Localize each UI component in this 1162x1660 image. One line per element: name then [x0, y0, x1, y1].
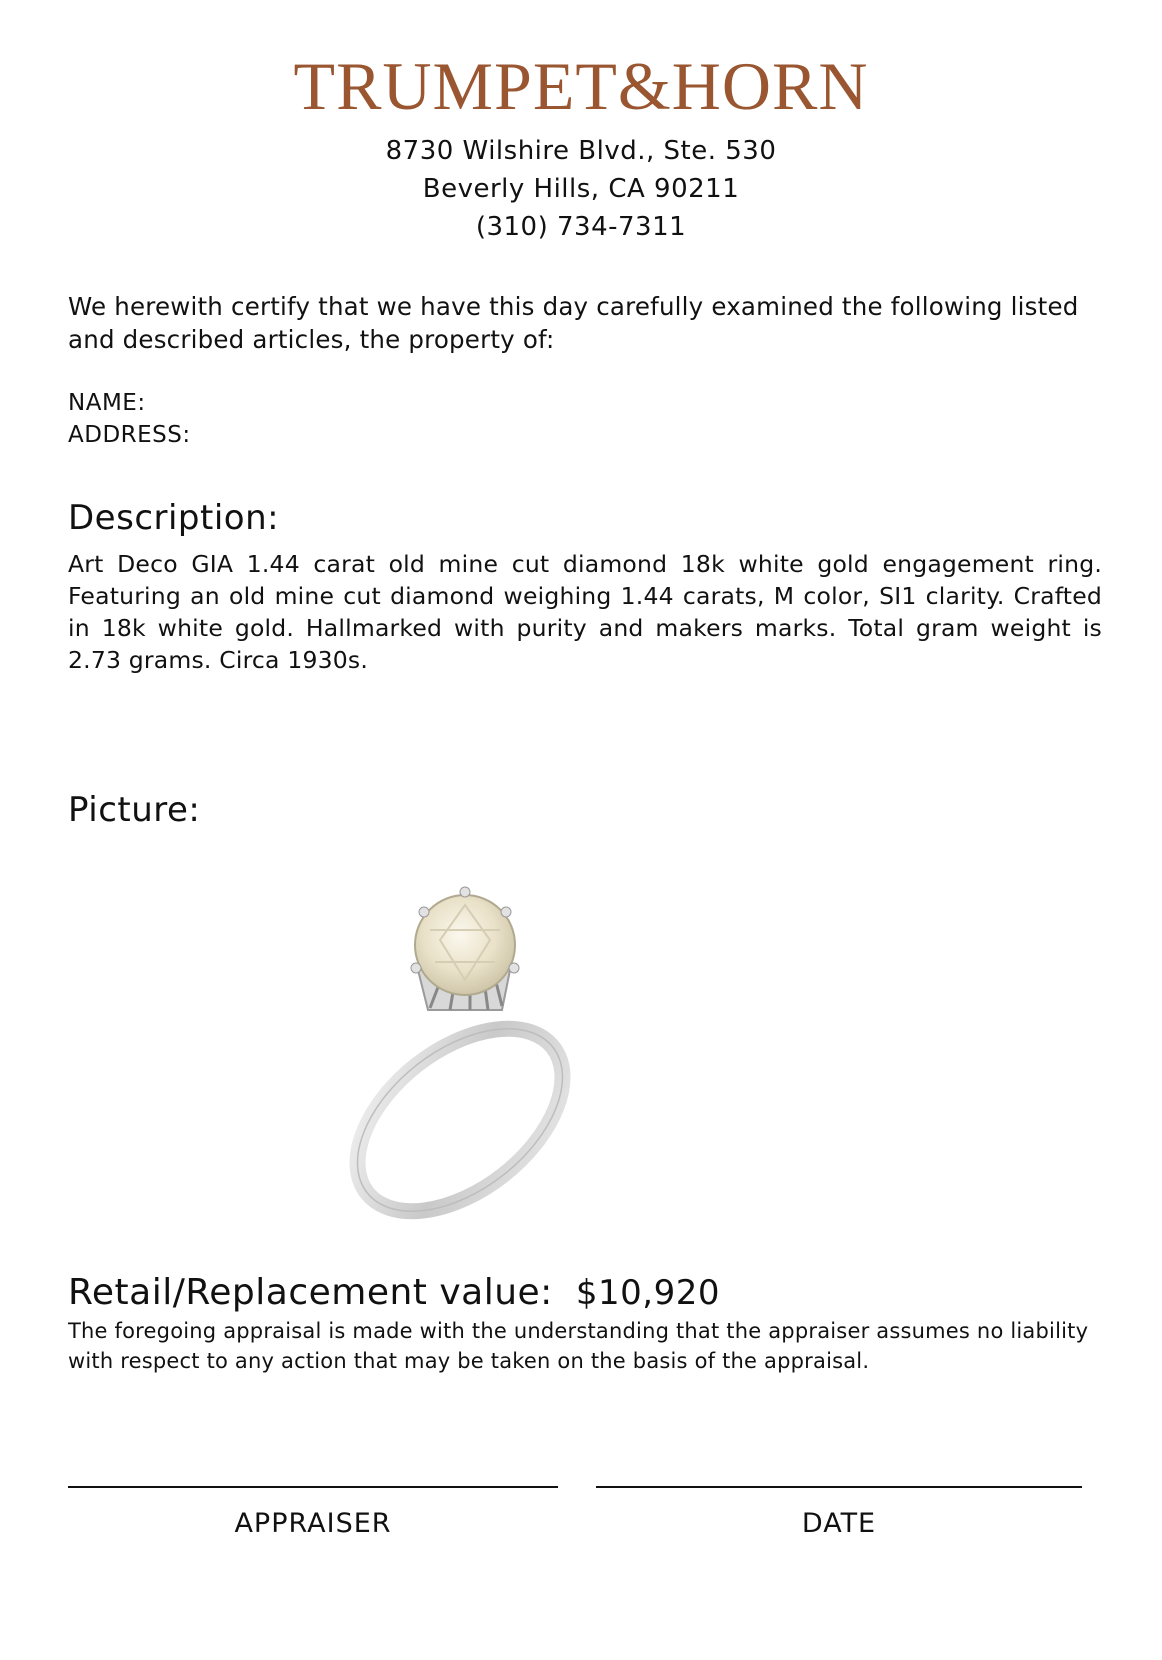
- date-signature-line: [596, 1486, 1082, 1488]
- picture-heading: Picture:: [68, 790, 201, 830]
- valuation-label: Retail/Replacement value:: [68, 1272, 553, 1313]
- company-logo: TRUMPET&HORN: [293, 48, 869, 124]
- address-label: ADDRESS:: [68, 422, 191, 448]
- address-line-1: 8730 Wilshire Blvd., Ste. 530: [385, 136, 777, 166]
- appraiser-signature-line: [68, 1486, 558, 1488]
- valuation-row: [68, 1272, 720, 1313]
- name-label: NAME:: [68, 390, 146, 416]
- description-heading: Description:: [68, 498, 280, 538]
- date-label: DATE: [801, 1508, 877, 1539]
- appraiser-label: APPRAISER: [234, 1508, 392, 1539]
- company-address: [0, 132, 1162, 246]
- description-text: Art Deco GIA 1.44 carat old mine cut diamond 18k white gold engagement ring. Featuring an old mine cut diamond weighing 1.44 carats, M color, SI1 clarity. Crafted in 18k white gold. Hallmarked with purity and makers marks. Total gram weight is 2.73 grams. Circa 1930s.: [68, 550, 1102, 674]
- address-line-2: Beverly Hills, CA 90211: [422, 174, 740, 204]
- phone-number: (310) 734-7311: [475, 212, 687, 242]
- diamond-ring-icon: [320, 870, 640, 1240]
- valuation-amount: $10,920: [575, 1273, 721, 1313]
- appraisal-disclaimer: The foregoing appraisal is made with the understanding that the appraiser assumes no liability with respect to any action that may be taken on the basis of the appraisal.: [68, 1319, 1089, 1373]
- certification-statement: We herewith certify that we have this day carefully examined the following listed and described articles, the property of:: [68, 292, 1079, 354]
